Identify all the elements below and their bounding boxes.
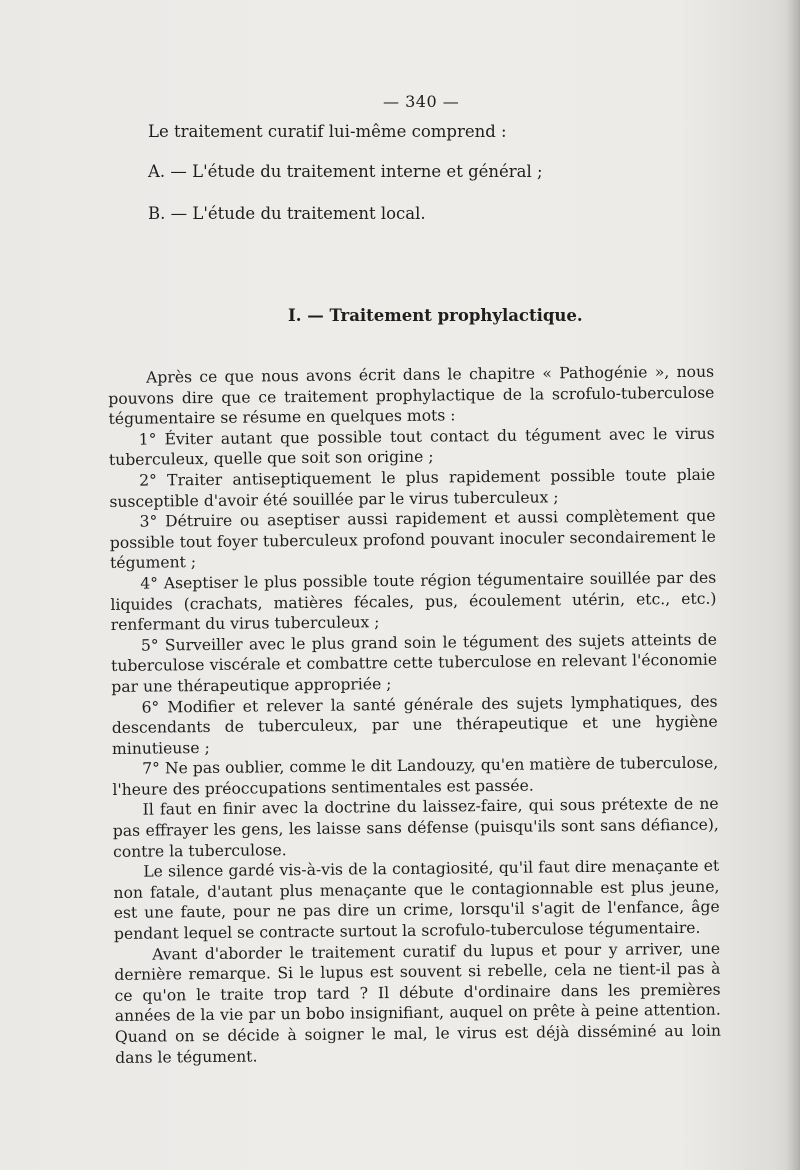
page-number: — 340 — <box>383 92 460 111</box>
paragraph-conclusion: Avant d'aborder le traitement curatif du lupus et pour y arriver, une dernière remarque. Si le lupus est souvent si rebelle, cela ne tient-il pas à ce qu'on le traite trop tard ? Il débute d'ordinaire dans les premières années de la vie par un bobo insignifiant, auquel on prête à peine attention. Quand on se décide à soigner le mal, le virus est déjà disséminé au loin dans le tégument. <box>114 939 722 1067</box>
paragraph-item-6: 6° Modifier et relever la santé générale des sujets lymphatiques, des descendants de tuberculeux, par une thérapeutique et une hygiène minutieuse ; <box>111 692 718 758</box>
paragraph-item-3: 3° Détruire ou aseptiser aussi rapidement et aussi complètement que possible tout foyer tuberculeux profond pouvant inoculer secondairement le tégument ; <box>109 506 716 573</box>
paragraph-intro: Après ce que nous avons écrit dans le chapitre « Pathogénie », nous pouvons dire que ce traitement prophylactique de la scrofulo-tuberculose tégumentaire se résume en quelques mots : <box>108 362 715 429</box>
paragraph-item-1: 1° Éviter autant que possible tout contact du tégument avec le virus tuberculeux, quelle que soit son origine ; <box>108 424 715 470</box>
page-edge-shadow <box>786 0 800 1170</box>
intro-line-2: A. — L'étude du traitement interne et général ; <box>148 162 543 181</box>
paragraph-silence: Le silence gardé vis-à-vis de la contagiosité, qu'il faut dire menaçante et non fatale, d'autant plus menaçante que le contagionnable est plus jeune, est une faute, pour ne pas dire un crime, lorsqu'il s'agit de l'enfance, âge pendant lequel se contracte surtout la scrofulo-tuberculose tégumentaire. <box>113 856 720 943</box>
paragraph-laissez-faire: Il faut en finir avec la doctrine du laissez-faire, qui sous prétexte de ne pas effrayer les gens, les laisse sans défense (puisqu'ils sont sans défiance), contre la tuberculose. <box>112 795 719 861</box>
intro-line-3: B. — L'étude du traitement local. <box>148 204 426 223</box>
paragraph-item-7: 7° Ne pas oublier, comme le dit Landouzy, qu'en matière de tuberculose, l'heure des préoccupations sentimentales est passée. <box>112 753 719 799</box>
paragraph-item-2: 2° Traiter antiseptiquement le plus rapidement possible toute plaie susceptible d'avoir été souillée par le virus tuberculeux ; <box>109 465 716 511</box>
paragraph-item-5: 5° Surveiller avec le plus grand soin le tégument des sujets atteints de tuberculose viscérale et combattre cette tuberculose en relevant l'économie par une thérapeutique appropriée ; <box>111 630 718 696</box>
body-text <box>108 362 721 1068</box>
intro-line-1: Le traitement curatif lui-même comprend : <box>148 122 507 141</box>
paragraph-item-4: 4° Aseptiser le plus possible toute région tégumentaire souillée par des liquides (crachats, matières fécales, pus, écoulement utérin, etc., etc.) renfermant du virus tuberculeux ; <box>110 568 717 635</box>
section-title: I. — Traitement prophylactique. <box>288 306 583 325</box>
